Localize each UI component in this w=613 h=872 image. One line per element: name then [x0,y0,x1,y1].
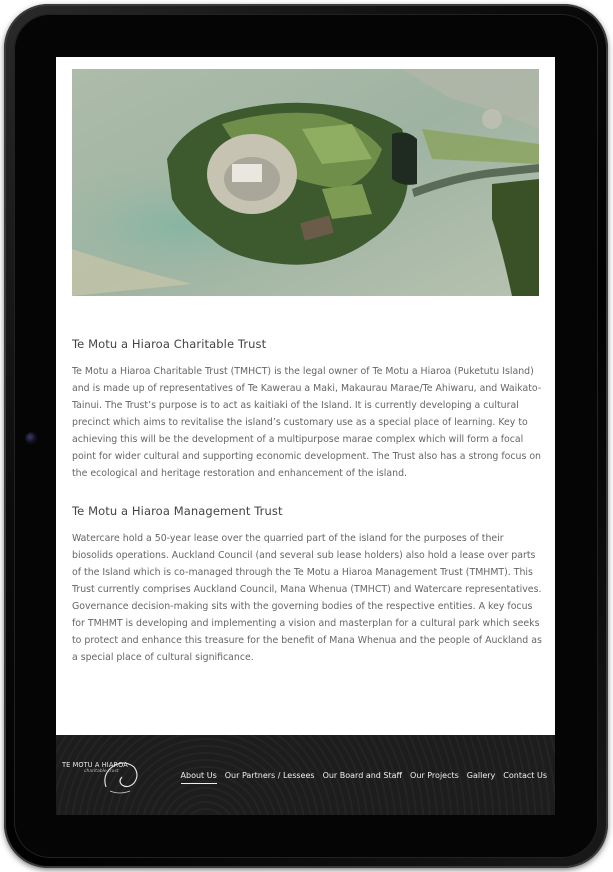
web-page [56,57,555,815]
section-body: Watercare hold a 50-year lease over the quarried part of the island for the purposes of their biosolids operations. Auckland Council (and several sub lease holders) also hold a lease over parts of the Island which is co-managed through the Te Motu a Hiaroa Management Trust (TMHMT). This Trust currently comprises Auckland Council, Mana Whenua (TMHCT) and Watercare representatives. Governance decision-making sits with the governing bodies of the respective entities. A key focus for TMHMT is developing and implementing a vision and masterplan for a cultural park which seeks to protect and enhance this treasure for the benefit of Mana Whenua and the people of Auckland as a special place of cultural significance. [72,533,542,663]
camera-icon [26,433,36,443]
hero-image [72,69,539,296]
section-body: Te Motu a Hiaroa Charitable Trust (TMHCT) is the legal owner of Te Motu a Hiaroa (Puketutu Island) and is made up of representatives of Te Kawerau a Maki, Makaurau Marae/Te Ahiwaru, and Waikato-Tainui. The Trust’s purpose is to act as kaitiaki of the Island. It is currently developing a cultural precinct which aims to revitalise the island’s customary use as a special place of learning. Key to achieving this will be the development of a multipurpose marae complex which will form a focal point for wider cultural and supporting economic development. The Trust also has a strong focus on the ecological and heritage restoration and enhancement of the island. [72,366,542,479]
main-content [72,337,542,666]
island-aerial-photo [72,69,539,296]
section-charitable-trust [72,337,542,482]
section-heading: Te Motu a Hiaroa Management Trust [72,504,283,518]
nav-gallery[interactable]: Gallery [466,771,496,780]
footer-nav [181,771,547,784]
logo-title: TE MOTU A HIAROA [62,761,128,769]
nav-our-projects[interactable]: Our Projects [410,771,459,780]
nav-about-us[interactable]: About Us [181,771,217,784]
nav-our-partners[interactable]: Our Partners / Lessees [224,771,315,780]
nav-contact-us[interactable]: Contact Us [503,771,547,780]
nav-our-board-and-staff[interactable]: Our Board and Staff [322,771,403,780]
koru-logo-icon [100,757,142,799]
section-heading: Te Motu a Hiaroa Charitable Trust [72,337,267,351]
section-management-trust [72,504,542,666]
logo-subtitle: charitable trust [84,769,119,774]
site-footer [56,735,555,815]
site-logo[interactable] [62,757,142,799]
